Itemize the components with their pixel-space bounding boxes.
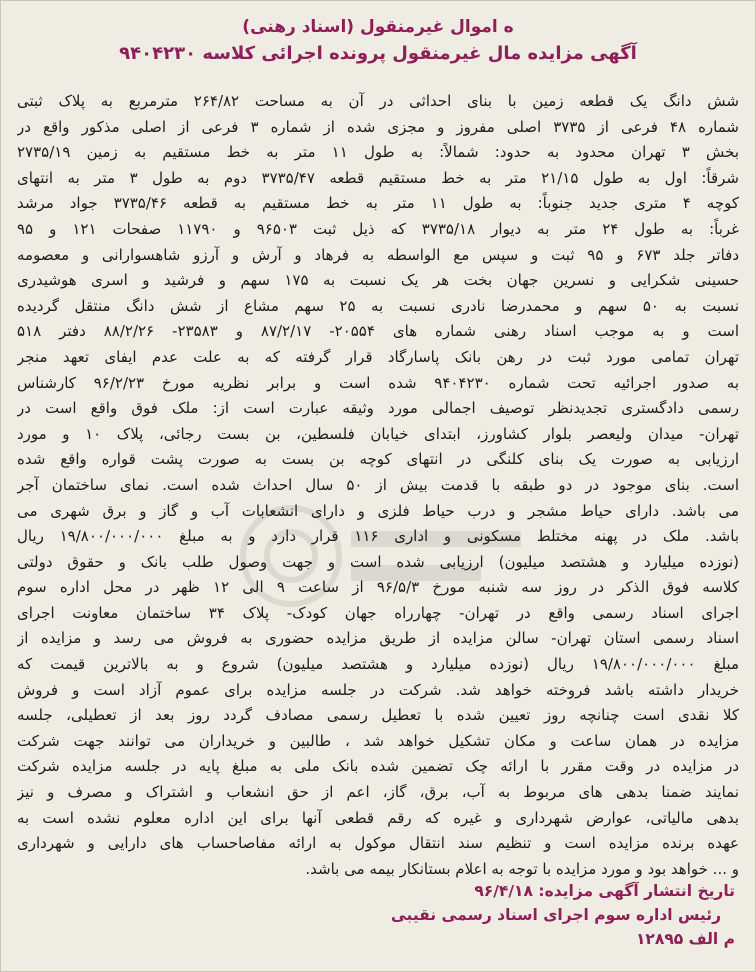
body-line: تهران- میدان ولیعصر بلوار کشاورز، ابتدای خیابان فلسطین، بن بست رجائی، پلاک ۱۰ و مورد — [17, 424, 739, 443]
body-line: مبلغ ۱۹/۸۰۰/۰۰۰/۰۰۰ ریال (نوزده میلیارد و هشتصد میلیون) شروع و به بالاترین قیمت که — [17, 655, 739, 674]
body-line: رسمی دادگستری تجدیدنظر توصیف اجمالی مورد وثیقه عبارت است از: ملک فوق واقع است در — [17, 399, 739, 418]
body-line: شماره ۴۸ فرعی از ۳۷۳۵ اصلی مفروز و مجزی شده از شماره ۳ فرعی از اصلی مذکور واقع در — [17, 117, 739, 136]
notice-heading: آگهی مزایده مال غیرمنقول پرونده اجرائی کلاسه ۹۴۰۴۲۳۰ — [119, 43, 637, 64]
signature: رئیس اداره سوم اجرای اسناد رسمی نقیبی — [390, 906, 721, 924]
body-line: (نوزده میلیارد و هشتصد میلیون) ارزیابی شده است و جهت وصول طلب بانک و حقوق دولتی — [17, 552, 739, 571]
body-line: مزایده در همان ساعت و مکان تشکیل خواهد شد ، طالبین و خریداران می توانند جهت شرکت — [17, 731, 739, 750]
body-line: کوچه ۴ متری جدید جنوباً: به طول ۱۱ متر به خط مستقیم به قطعه ۳۷۳۵/۴۶ جواد مرشد — [17, 194, 739, 213]
body-line: است. بنای موجود در دو طبقه با قدمت بیش از ۵۰ سال احداث شده است. نمای ساختمان آجر — [17, 475, 739, 494]
body-line: کلا نقدی است چنانچه روز تعیین شده با تعطیل رسمی مصادف گردد روز بعد از تعطیلی، جلسه — [17, 706, 739, 725]
body-line: است و به موجب اسناد رهنی شماره های ۲۰۵۵۴- ۸۷/۲/۱۷ و ۲۳۵۸۳- ۸۸/۲/۲۶ دفتر ۵۱۸ — [17, 322, 739, 341]
body-line: بدهی مالیاتی، عوارض شهرداری و غیره که رقم قطعی آنها برای این اداره معلوم نشده است به — [17, 808, 739, 827]
notice-body — [17, 89, 739, 882]
body-line: باشد. ملک در پهنه مختلط مسکونی و اداری ۱۱۶ قرار دارد و به مبلغ ۱۹/۸۰۰/۰۰۰/۰۰۰ ریال — [17, 527, 739, 546]
body-line: غرباً: به طول ۲۴ متر به دیوار ۳۷۳۵/۱۸ که ذیل ثبت ۹۶۵۰۳ و ۱۱۷۹۰ صفحات ۱۲۱ و ۹۵ — [17, 219, 739, 238]
notice-code: م الف ۱۲۸۹۵ — [635, 930, 735, 948]
notice-category: ه اموال غیرمنقول (اسناد رهنی) — [242, 17, 514, 37]
body-line: عهده برنده مزایده است و تنظیم سند انتقال موکول به ارائه مفاصاحساب های دارایی و شهرداری — [17, 834, 739, 853]
body-line: اسناد رسمی استان تهران- سالن مزایده از طریق مزایده حضوری به فروش می رسد و مزایده از — [17, 629, 739, 648]
body-line: خریدار داشته باشد فروخته خواهد شد. شرکت در جلسه مزایده برای عموم آزاد است و فروش — [17, 680, 739, 699]
body-line: حسینی شکرایی و نسرین جهان بخت هر یک نسبت به ۱۷۵ سهم و فرشید و اسری هوشیدری — [17, 271, 739, 290]
body-line: کلاسه فوق الذکر در روز سه شنبه مورخ ۹۶/۵/۳ از ساعت ۹ الی ۱۲ ظهر در محل اداره سوم — [17, 578, 739, 597]
body-line: نسبت به ۵۰ سهم و محمدرضا نادری نسبت به ۲۵ سهم مشاع از شش دانگ منتقل گردیده — [17, 296, 739, 315]
body-line: شش دانگ یک قطعه زمین با بنای احداثی در آن به مساحت ۲۶۴/۸۲ مترمربع به پلاک ثبتی — [17, 92, 739, 110]
body-line: و ... خواهد بود و مورد مزایده با توجه به اعلام بستانکار بیمه می باشد. — [305, 859, 739, 878]
body-line: تهران تمامی مورد ثبت در رهن بانک پاسارگاد قرار گرفته که به علت عدم ایفای تعهد منجر — [17, 347, 739, 366]
body-line: به صدور اجرائیه تحت شماره ۹۴۰۴۲۳۰ شده است و برابر نظریه مورخ ۹۶/۲/۲۳ کارشناس — [17, 373, 739, 392]
notice-footer — [19, 879, 735, 951]
body-line: اجرای اسناد رسمی واقع در تهران- چهارراه جهان کودک- پلاک ۳۴ ساختمان معاونت اجرای — [17, 603, 739, 622]
body-line: ارزیابی به صورت یک بنای کلنگی در انتهای کوچه بن بست به صورت پشت قواره واقع شده — [17, 450, 739, 469]
body-line: دفاتر جلد ۶۷۳ و ۹۵ ثبت و سپس مع الواسطه به فرهاد و آرش و آرزو شاهسوارانی و معصومه — [17, 245, 739, 264]
body-line: شرقاً: اول به طول ۲۱/۱۵ متر به خط مستقیم قطعه ۳۷۳۵/۴۷ دوم به طول ۳ متر به انتهای — [17, 168, 739, 187]
body-line: نمایند ضمنا بدهی های مربوط به آب، برق، گاز، اعم از حق انشعاب و اشتراک و مصرف و نیز — [17, 783, 739, 802]
body-line: در مزایده در وقت مقرر با ارائه چک تضمین شده بانک ملی به مبلغ پایه در جلسه مزایده شرکت — [17, 757, 739, 776]
publish-date: تاریخ انتشار آگهی مزایده: ۹۶/۴/۱۸ — [474, 882, 735, 900]
body-line: بخش ۳ تهران محدود به حدود: شمالاً: به طول ۱۱ متر به خط مستقیم به زمین ۲۷۳۵/۱۹ — [17, 143, 739, 162]
body-line: می باشد. دارای حیاط مشجر و درب حیاط فلزی و دارای انشعابات آب و گاز و برق شهری می — [17, 501, 739, 520]
